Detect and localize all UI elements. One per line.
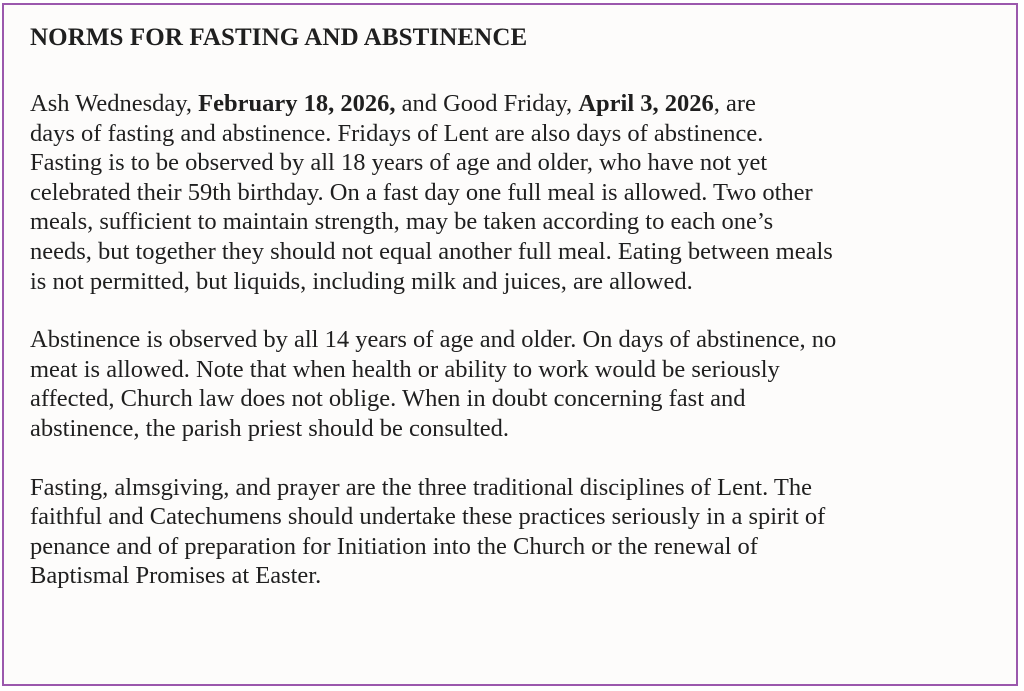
paragraph-line: affected, Church law does not oblige. When in doubt concerning fast and <box>30 385 746 413</box>
paragraph-line: is not permitted, but liquids, including milk and juices, are allowed. <box>30 267 693 295</box>
paragraph-line: celebrated their 59th birthday. On a fast day one full meal is allowed. Two other <box>30 178 813 206</box>
document-body <box>30 23 1010 591</box>
paragraph-line: Baptismal Promises at Easter. <box>30 562 322 590</box>
paragraph-line: needs, but together they should not equal another full meal. Eating between meals <box>30 237 833 265</box>
paragraph-abstinence <box>30 325 1010 443</box>
paragraph-line: meals, sufficient to maintain strength, may be taken according to each one’s <box>30 208 774 236</box>
paragraph-line: Abstinence is observed by all 14 years of age and older. On days of abstinence, no <box>30 326 837 354</box>
paragraph-fasting-days <box>30 89 1010 296</box>
ash-wednesday-date: February 18, 2026, <box>198 90 396 117</box>
paragraph-line <box>30 89 1010 119</box>
paragraph-line: abstinence, the parish priest should be consulted. <box>30 414 509 442</box>
paragraph-line: faithful and Catechumens should undertake these practices seriously in a spirit of <box>30 503 826 531</box>
paragraph-line: Fasting is to be observed by all 18 years of age and older, who have not yet <box>30 149 768 177</box>
text-span: , are <box>713 90 756 117</box>
paragraph-lent-disciplines <box>30 473 1010 591</box>
page-title: NORMS FOR FASTING AND ABSTINENCE <box>30 24 528 51</box>
paragraph-line: meat is allowed. Note that when health or ability to work would be seriously <box>30 355 780 383</box>
text-span: and Good Friday, <box>395 90 579 117</box>
paragraph-line: days of fasting and abstinence. Fridays of Lent are also days of abstinence. <box>30 119 764 147</box>
good-friday-date: April 3, 2026 <box>578 90 714 117</box>
text-span: Ash Wednesday, <box>30 90 199 117</box>
paragraph-line: Fasting, almsgiving, and prayer are the three traditional disciplines of Lent. The <box>30 473 812 501</box>
document-frame <box>2 3 1018 686</box>
paragraph-line: penance and of preparation for Initiation into the Church or the renewal of <box>30 532 758 560</box>
